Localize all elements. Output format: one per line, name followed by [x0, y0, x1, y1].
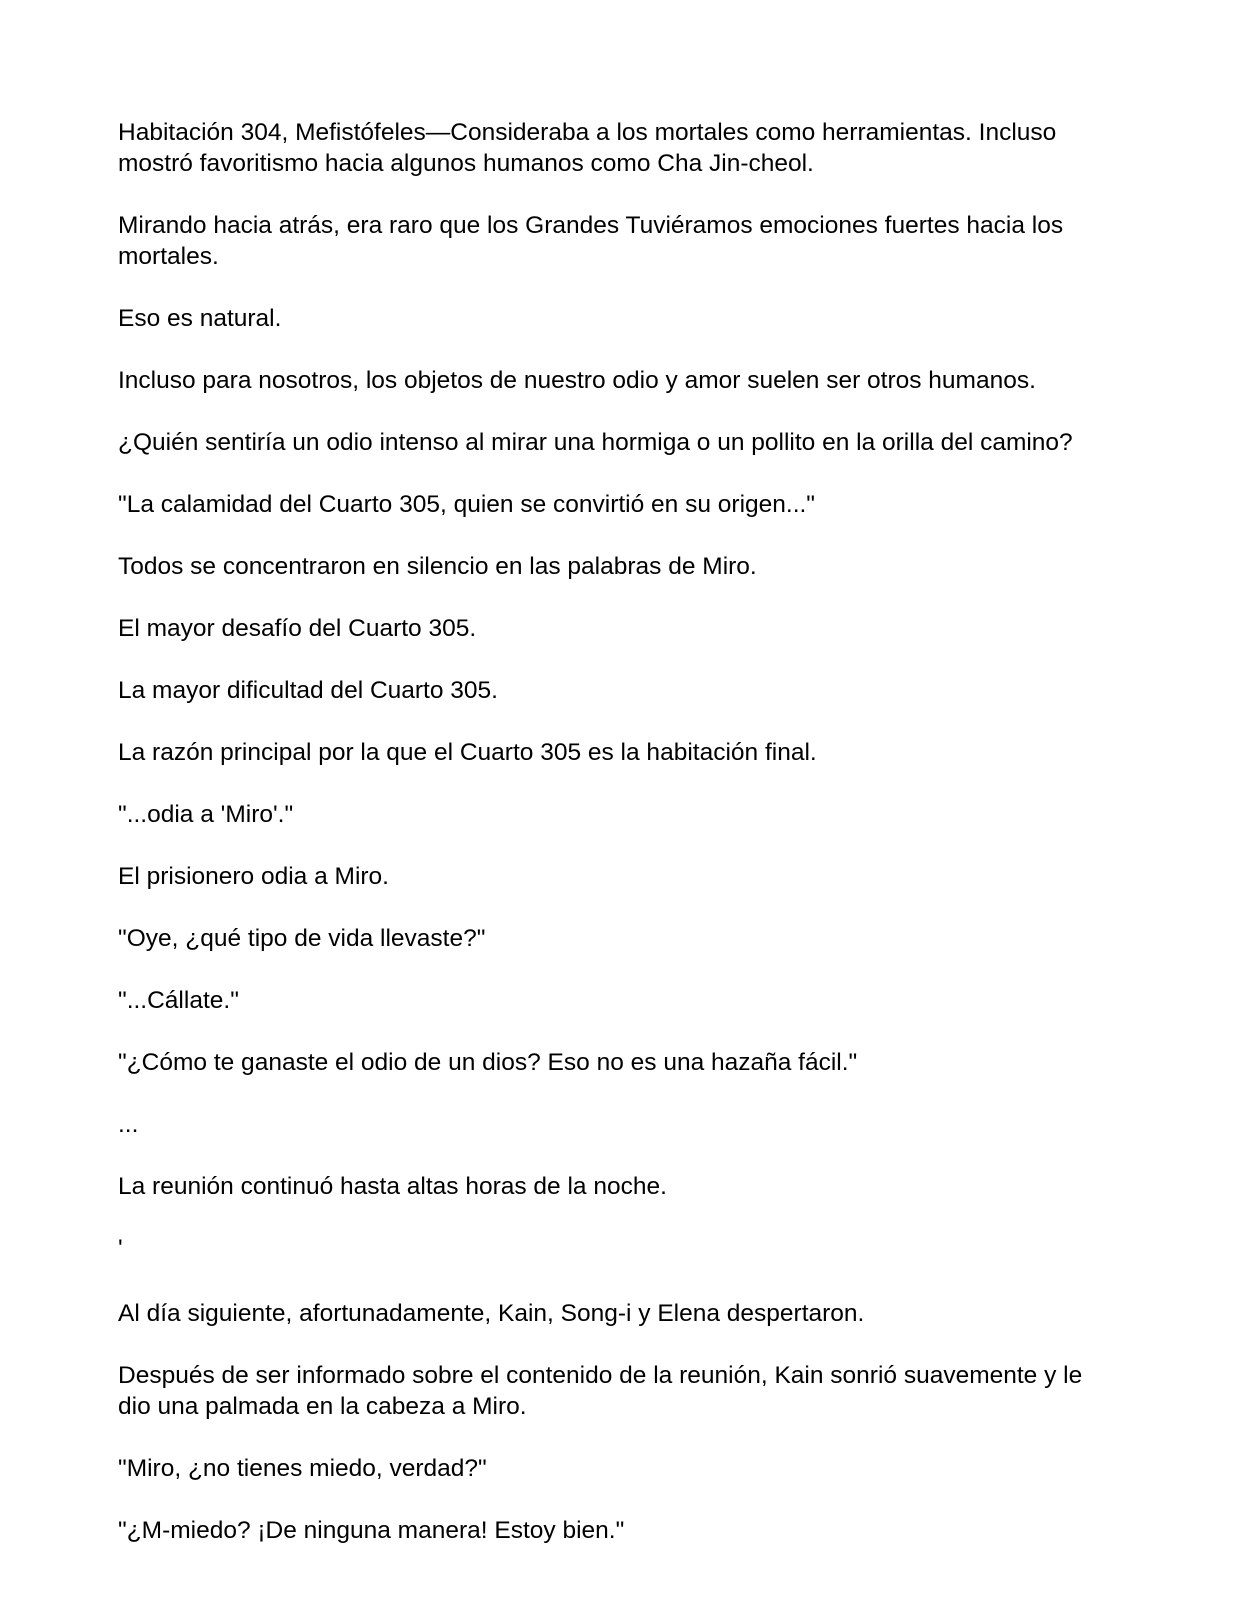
paragraph: Después de ser informado sobre el contenido de la reunión, Kain sonrió suavemente y le dio una palmada en la cabeza a Miro.: [118, 1362, 1083, 1420]
paragraph: "Oye, ¿qué tipo de vida llevaste?": [118, 925, 486, 952]
stray-mark: ': [118, 1235, 123, 1262]
paragraph: ¿Quién sentiría un odio intenso al mirar una hormiga o un pollito en la orilla del camino?: [118, 429, 1073, 456]
paragraph: Todos se concentraron en silencio en las palabras de Miro.: [118, 553, 757, 580]
paragraph: Al día siguiente, afortunadamente, Kain, Song-i y Elena despertaron.: [118, 1300, 865, 1327]
document-body: [118, 117, 1118, 1577]
paragraph: La reunión continuó hasta altas horas de la noche.: [118, 1173, 667, 1200]
paragraph: "Miro, ¿no tienes miedo, verdad?": [118, 1455, 487, 1482]
paragraph: "...odia a 'Miro'.": [118, 801, 294, 828]
paragraph: La mayor dificultad del Cuarto 305.: [118, 677, 498, 704]
paragraph: "La calamidad del Cuarto 305, quien se convirtió en su origen...": [118, 491, 816, 518]
ellipsis-line: ...: [118, 1111, 139, 1138]
paragraph: "...Cállate.": [118, 987, 239, 1014]
paragraph: Habitación 304, Mefistófeles—Consideraba a los mortales como herramientas. Incluso mostró favoritismo hacia algunos humanos como Cha Jin-cheol.: [118, 119, 1057, 177]
paragraph: El mayor desafío del Cuarto 305.: [118, 615, 477, 642]
paragraph: Mirando hacia atrás, era raro que los Grandes Tuviéramos emociones fuertes hacia los mortales.: [118, 212, 1064, 270]
paragraph: El prisionero odia a Miro.: [118, 863, 389, 890]
paragraph: La razón principal por la que el Cuarto 305 es la habitación final.: [118, 739, 817, 766]
paragraph: "¿M-miedo? ¡De ninguna manera! Estoy bien.": [118, 1517, 625, 1544]
paragraph: Incluso para nosotros, los objetos de nuestro odio y amor suelen ser otros humanos.: [118, 367, 1036, 394]
paragraph: "¿Cómo te ganaste el odio de un dios? Eso no es una hazaña fácil.": [118, 1049, 858, 1076]
paragraph: Eso es natural.: [118, 305, 282, 332]
